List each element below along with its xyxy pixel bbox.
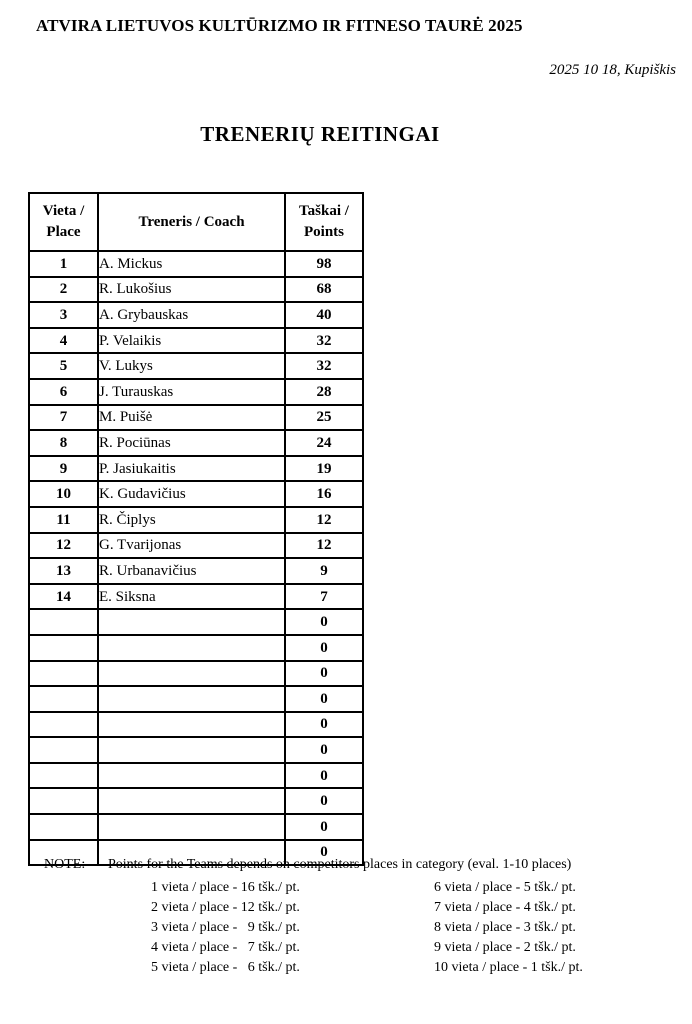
- table-row: [29, 737, 363, 763]
- place-cell: 2: [29, 277, 98, 303]
- points-cell: 98: [285, 251, 363, 277]
- column-header-coach: Treneris / Coach: [98, 193, 285, 251]
- table-row: [29, 584, 363, 610]
- table-header-row: [29, 193, 363, 251]
- coach-cell: J. Turauskas: [98, 379, 285, 405]
- coach-cell: [98, 737, 285, 763]
- coach-ranking-table: [28, 192, 364, 866]
- points-scale-line: 7 vieta / place - 4 tšk./ pt.: [434, 900, 576, 915]
- points-scale-line: 10 vieta / place - 1 tšk./ pt.: [434, 960, 583, 975]
- table-row: [29, 763, 363, 789]
- points-scale-line: 5 vieta / place - 6 tšk./ pt.: [151, 960, 300, 975]
- points-scale-line: 4 vieta / place - 7 tšk./ pt.: [151, 940, 300, 955]
- coach-cell: R. Lukošius: [98, 277, 285, 303]
- table-row: [29, 405, 363, 431]
- place-cell: [29, 609, 98, 635]
- points-cell: 25: [285, 405, 363, 431]
- column-header-points: [285, 193, 363, 251]
- coach-cell: R. Urbanavičius: [98, 558, 285, 584]
- points-cell: 32: [285, 353, 363, 379]
- place-cell: 1: [29, 251, 98, 277]
- table-row: [29, 788, 363, 814]
- points-scale-line: 9 vieta / place - 2 tšk./ pt.: [434, 940, 576, 955]
- place-cell: 13: [29, 558, 98, 584]
- coach-cell: K. Gudavičius: [98, 481, 285, 507]
- place-cell: [29, 737, 98, 763]
- coach-cell: A. Grybauskas: [98, 302, 285, 328]
- coach-cell: A. Mickus: [98, 251, 285, 277]
- place-cell: 4: [29, 328, 98, 354]
- coach-cell: [98, 635, 285, 661]
- page-title: TRENERIŲ REITINGAI: [200, 122, 440, 146]
- note-text: Points for the Teams depends on competitors places in category (eval. 1-10 places): [108, 857, 572, 872]
- points-scale-line: 1 vieta / place - 16 tšk./ pt.: [151, 880, 300, 895]
- points-cell: 68: [285, 277, 363, 303]
- table-row: [29, 277, 363, 303]
- points-cell: 19: [285, 456, 363, 482]
- place-cell: 8: [29, 430, 98, 456]
- place-cell: [29, 788, 98, 814]
- table-row: [29, 635, 363, 661]
- points-cell: 16: [285, 481, 363, 507]
- points-cell: 32: [285, 328, 363, 354]
- event-date: 2025 10 18, Kupiškis: [549, 62, 676, 78]
- points-cell: 0: [285, 763, 363, 789]
- column-header-place: [29, 193, 98, 251]
- table-row: [29, 430, 363, 456]
- table-row: [29, 814, 363, 840]
- points-cell: 0: [285, 788, 363, 814]
- table-row: [29, 712, 363, 738]
- table-row: [29, 328, 363, 354]
- column-header-points-line2: Points: [303, 224, 344, 240]
- column-header-points-line1: Taškai /: [299, 203, 349, 219]
- points-cell: 0: [285, 609, 363, 635]
- points-cell: 0: [285, 661, 363, 687]
- coach-cell: [98, 763, 285, 789]
- coach-cell: R. Čiplys: [98, 507, 285, 533]
- table-row: [29, 302, 363, 328]
- column-header-place-line1: Vieta /: [42, 203, 85, 219]
- place-cell: [29, 712, 98, 738]
- coach-cell: P. Jasiukaitis: [98, 456, 285, 482]
- column-header-place-line2: Place: [46, 224, 81, 240]
- place-cell: 3: [29, 302, 98, 328]
- points-scale-line: 2 vieta / place - 12 tšk./ pt.: [151, 900, 300, 915]
- points-scale-line: 8 vieta / place - 3 tšk./ pt.: [434, 920, 576, 935]
- points-cell: 40: [285, 302, 363, 328]
- table-body: [29, 251, 363, 865]
- note-label: NOTE:: [44, 857, 86, 872]
- points-cell: 0: [285, 712, 363, 738]
- points-cell: 9: [285, 558, 363, 584]
- points-cell: 0: [285, 686, 363, 712]
- coach-cell: [98, 814, 285, 840]
- points-cell: 12: [285, 533, 363, 559]
- coach-cell: [98, 609, 285, 635]
- place-cell: 12: [29, 533, 98, 559]
- coach-cell: [98, 712, 285, 738]
- table-row: [29, 686, 363, 712]
- table-row: [29, 609, 363, 635]
- coach-cell: G. Tvarijonas: [98, 533, 285, 559]
- points-cell: 12: [285, 507, 363, 533]
- points-scale-line: 6 vieta / place - 5 tšk./ pt.: [434, 880, 576, 895]
- coach-cell: [98, 661, 285, 687]
- coach-cell: E. Siksna: [98, 584, 285, 610]
- points-scale-line: 3 vieta / place - 9 tšk./ pt.: [151, 920, 300, 935]
- place-cell: [29, 763, 98, 789]
- coach-cell: P. Velaikis: [98, 328, 285, 354]
- place-cell: [29, 814, 98, 840]
- table-row: [29, 456, 363, 482]
- coach-cell: [98, 788, 285, 814]
- table-row: [29, 661, 363, 687]
- place-cell: [29, 686, 98, 712]
- table-row: [29, 251, 363, 277]
- coach-cell: [98, 686, 285, 712]
- table-row: [29, 481, 363, 507]
- table-row: [29, 353, 363, 379]
- table-row: [29, 558, 363, 584]
- coach-cell: V. Lukys: [98, 353, 285, 379]
- place-cell: [29, 661, 98, 687]
- place-cell: 5: [29, 353, 98, 379]
- place-cell: 9: [29, 456, 98, 482]
- coach-cell: M. Puišė: [98, 405, 285, 431]
- place-cell: 7: [29, 405, 98, 431]
- place-cell: 10: [29, 481, 98, 507]
- points-scale-left: [151, 878, 300, 978]
- points-cell: 0: [285, 737, 363, 763]
- table-row: [29, 379, 363, 405]
- event-title: ATVIRA LIETUVOS KULTŪRIZMO IR FITNESO TAURĖ 2025: [36, 16, 523, 35]
- points-cell: 0: [285, 814, 363, 840]
- points-cell: 24: [285, 430, 363, 456]
- place-cell: 11: [29, 507, 98, 533]
- points-scale-right: [434, 878, 583, 978]
- points-cell: 0: [285, 840, 363, 866]
- coach-cell: R. Pociūnas: [98, 430, 285, 456]
- points-cell: 7: [285, 584, 363, 610]
- place-cell: 6: [29, 379, 98, 405]
- table-row: [29, 507, 363, 533]
- points-cell: 0: [285, 635, 363, 661]
- table-row: [29, 533, 363, 559]
- place-cell: [29, 635, 98, 661]
- points-cell: 28: [285, 379, 363, 405]
- place-cell: 14: [29, 584, 98, 610]
